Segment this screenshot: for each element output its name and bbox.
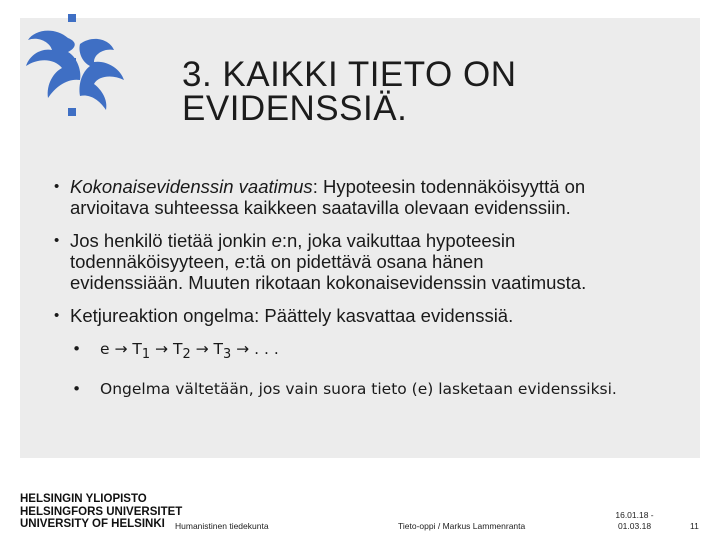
- bullet-chain-reaction: [52, 305, 702, 326]
- chain-t1: T: [132, 340, 142, 358]
- university-wordmark: [20, 493, 182, 531]
- bullet-2-e-2: e: [234, 251, 245, 272]
- title-line-2: EVIDENSSIÄ.: [182, 89, 408, 128]
- title-line-1: 3. KAIKKI TIETO ON: [182, 55, 517, 94]
- chain-arrow-2: →: [155, 340, 169, 358]
- date-line-2: 01.03.18: [617, 521, 652, 531]
- sub-bullet-solution: [52, 378, 702, 400]
- university-name-sv: HELSINGFORS UNIVERSITET: [20, 505, 183, 518]
- chain-e: e: [100, 340, 110, 358]
- chain-t2: T: [172, 340, 183, 358]
- chain-dots: . . .: [254, 340, 279, 358]
- bullet-2-text-d: :tä on pidettävä osana hänen: [244, 251, 484, 272]
- bullet-2-text-c: todennäköisyyteen,: [70, 251, 235, 272]
- chain-sub-1: 1: [141, 347, 151, 363]
- university-name-en: UNIVERSITY OF HELSINKI: [20, 518, 165, 530]
- footer-faculty: Humanistinen tiedekunta: [175, 521, 269, 531]
- bullet-2-text-b: :n, joka vaikuttaa hypoteesin: [281, 230, 516, 251]
- date-line-1: 16.01.18 -: [615, 510, 654, 520]
- sub-bullet-chain: [52, 338, 702, 366]
- bullet-1-term: Kokonaisevidenssin vaatimus: [70, 176, 313, 197]
- bullet-total-evidence: [52, 176, 702, 218]
- chain-arrow-4: →: [236, 340, 250, 358]
- page-number: 11: [690, 521, 699, 531]
- chain-sub-2: 2: [182, 347, 191, 363]
- bullet-known-e: [52, 230, 702, 293]
- slide-content: [52, 176, 702, 400]
- bullet-2-line-3: evidenssiään. Muuten rikotaan kokonaisevidenssin vaatimusta.: [70, 272, 587, 293]
- chain-sub-3: 3: [223, 347, 232, 363]
- bullet-3-text: • Ketjureaktion ongelma: Päättely kasvattaa evidenssiä.: [70, 305, 514, 326]
- university-name-fi: HELSINGIN YLIOPISTO: [20, 493, 147, 505]
- chain-arrow-3: →: [195, 340, 209, 358]
- solution-text: Ongelma vältetään, jos vain suora tieto (e) lasketaan evidenssiksi.: [100, 380, 617, 399]
- chain-arrow-1: →: [114, 340, 128, 358]
- slide-title: [182, 55, 682, 128]
- helsinki-university-flame-logo-icon: [24, 14, 134, 124]
- footer-course: Tieto-oppi / Markus Lammenranta: [398, 521, 526, 531]
- bullet-2-line-2: [70, 251, 702, 272]
- bullet-1-line-2: arvioitava suhteessa kaikkeen saatavilla olevaan evidenssiin.: [70, 197, 571, 218]
- bullet-1-line-1: [70, 176, 702, 197]
- bullet-2-text-a: Jos henkilö tietää jonkin: [70, 230, 272, 251]
- bullet-2-e: e: [271, 230, 282, 251]
- footer-date: [612, 510, 657, 532]
- bullet-1-rest: : Hypoteesin todennäköisyyttä on: [312, 176, 586, 197]
- bullet-2-line-1: [70, 230, 702, 251]
- chain-t3: T: [213, 340, 224, 358]
